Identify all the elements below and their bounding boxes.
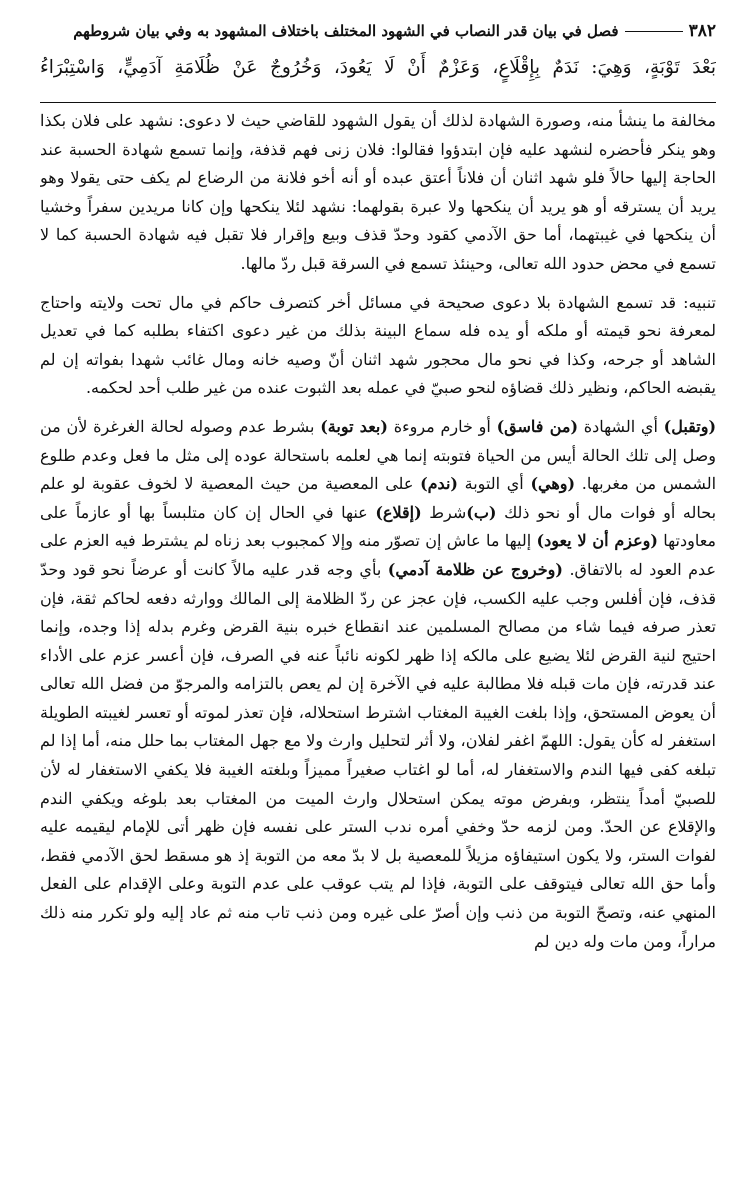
commentary-text: بأي وجه قدر عليه مالاً كانت أو عرضاً نحو قود وحدّ قذف، فإن أفلس وجب عليه الكسب، فإن عجز عن ردّ الظلامة إلى المالك ووارثه دفعه لحاكم ثقة، فإن تعذر صرفه فيما شاء من مصالح المسلمين عند انقطاع خبره بنية القرض وغرم بدله إذا وجده، وإنما احتيج لنية القرض لئلا يضيع على مالكه إذا ظهر لكونه نائباً عنه في الصرف، فإن أعسر عزم على الأداء عند قدرته، فإن مات قبله فلا مطالبة عليه في الآخرة إن لم يعص بالتزامه والمرجوّ من فضل الله تعالى أن يعوض المستحق، وإذا بلغت الغيبة المغتاب اشترط استحلاله، فإن تعذر لموته أو تعسر لغيبته الطويلة استغفر له كأن يقول: اللهمّ اغفر لفلان، ولا أثر لتحليل وارث ولا مع جهل المغتاب بما حلل منه، أما إذا لم تبلغه كفى فيها الندم والاستغفار له، أما لو اغتاب صغيراً مميزاً وبلغته الغيبة فلا يكفي الاستغفار له لأن للصبيّ أمداً ينتظر، وبفرض موته يمكن استحلال وارث الميت من المغتاب بعد بلوغه ويكفي الندم والإقلاع عن الحدّ. ومن لزمه حدّ وخفي أمره ندب الستر على نفسه فإن ظهر أتى للإمام ليقيمه عليه لفوات الستر، ولا يكون استيفاؤه مزيلاً للمعصية بل لا بدّ معه من التوبة إذ هو مسقط لحق الآدمي فقط، وأما حق الله تعالى فيتوقف على التوبة، فإذا لم يتب عوقب على عدم التوبة وعلى الإقدام على الفعل المنهي عنه، وتصحّ التوبة من ذنب وإن أصرّ على غيره ومن ذنب تاب منه ثم عاد إليه ولو تكرر منه ذلك مراراً، ومن مات وله دين لم — [40, 559, 716, 951]
separator-rule — [40, 102, 716, 103]
matn-line: بَعْدَ تَوْبَةٍ، وَهِيَ: نَدَمٌ بِإِقْلَاعٍ، وَعَزْمٌ أَنْ لَا يَعُودَ، وَخُرُوجٌ عَنْ ظُلَامَةِ آدَمِيٍّ، وَاسْتِبْرَاءُ — [40, 57, 716, 78]
commentary-text: إليها ما عاش إن تصوّر منه وإلا كمجبوب بعد زناه لم يشترط فيه العزم على عدم العود له بالاتفاق. — [40, 531, 716, 579]
quoted-matn: (ب) — [466, 502, 497, 522]
quoted-matn: (بعد توبة) — [320, 416, 388, 436]
book-page — [40, 14, 716, 1164]
page-number: ٣٨٢ — [688, 21, 716, 41]
commentary-text: عنها في الحال إن كان متلبساً بها أو عازماً على معاودتها — [40, 502, 716, 551]
quoted-matn: (وهي) — [530, 474, 576, 494]
commentary-text: أو خارم مروءة — [387, 416, 497, 436]
commentary-text: شرط — [421, 502, 467, 522]
header-dash — [625, 31, 683, 32]
commentary-text: بشرط عدم وصوله لحالة الغرغرة لأن من وصل إلى تلك الحالة أيس من الحياة فتوبته إنما هي لعلمه باستحالة عوده إلى مثل ما فعل وعدم طلوع الشمس من مغربها. — [40, 416, 716, 494]
quoted-matn: (من فاسق) — [496, 416, 579, 436]
quoted-matn: (وعزم أن لا يعود) — [536, 531, 658, 551]
quoted-matn: (وخروج عن ظلامة آدمي) — [387, 559, 563, 579]
commentary-text: على المعصية من حيث المعصية لا لخوف عقوبة لو علم بحاله أو فوات مال أو نحو ذلك — [40, 474, 716, 522]
commentary-paragraph-tanbih: تنبيه: قد تسمع الشهادة بلا دعوى صحيحة في مسائل أخر كتصرف حاكم في مال تحت ولايته واحتاج لمعرفة نحو قيمته أو ملكه أو يده فله سماع البينة بذلك من غير دعوى اكتفاء بطلبه كما في تعديل الشاهد أو جرحه، وكذا في نحو مال محجور شهد اثنان أنّ وصيه خانه ومال غائب شهدا بفواته إن لم يقبضه الحاكم، ونظير ذلك قضاؤه لنحو صبيّ في عمله بعد الثبوت عنده من غير طلب أحد لحكمه. — [40, 292, 716, 398]
commentary-paragraph-3 — [40, 413, 716, 956]
commentary-text: أي التوبة — [457, 474, 531, 494]
quoted-matn: (وتقبل) — [663, 416, 716, 436]
header-title: فصل في بيان قدر النصاب في الشهود المختلف باختلاف المشهود به وفي بيان شروطهم — [73, 22, 619, 40]
quoted-matn: (إقلاع) — [375, 502, 422, 522]
quoted-matn: (ندم) — [420, 474, 458, 494]
running-header — [40, 14, 716, 48]
commentary-paragraph-1: مخالفة ما ينشأ منه، وصورة الشهادة لذلك أن يقول الشهود للقاضي حيث لا دعوى: نشهد على فلان بكذا وهو ينكر فأحضره لنشهد عليه فإن ابتدؤوا فقالوا: فلان زنى فهم قذفة، وإنما تسمع شهادة الحسبة عند الحاجة إليها حالاً فلو شهد اثنان أن فلاناً أعتق عبده أو أنه أخو فلانة من الرضاع لم يكف حتى يقولا وهو يريد أن يسترقه أو هو يريد أن ينكحها ولا عبرة بقولهما: نشهد لئلا ينكحها وإن كانا مريدين سفراً وخشيا أن ينكحها في غيبتهما، أما حق الآدمي كقود وحدّ قذف وبيع وإقرار فلا تقبل فيه شهادة الحسبة كما لا تسمع في محض حدود الله تعالى، وحينئذ تسمع في السرقة قبل ردّ مالها. — [40, 111, 716, 273]
commentary-text: أي الشهادة — [578, 416, 664, 436]
